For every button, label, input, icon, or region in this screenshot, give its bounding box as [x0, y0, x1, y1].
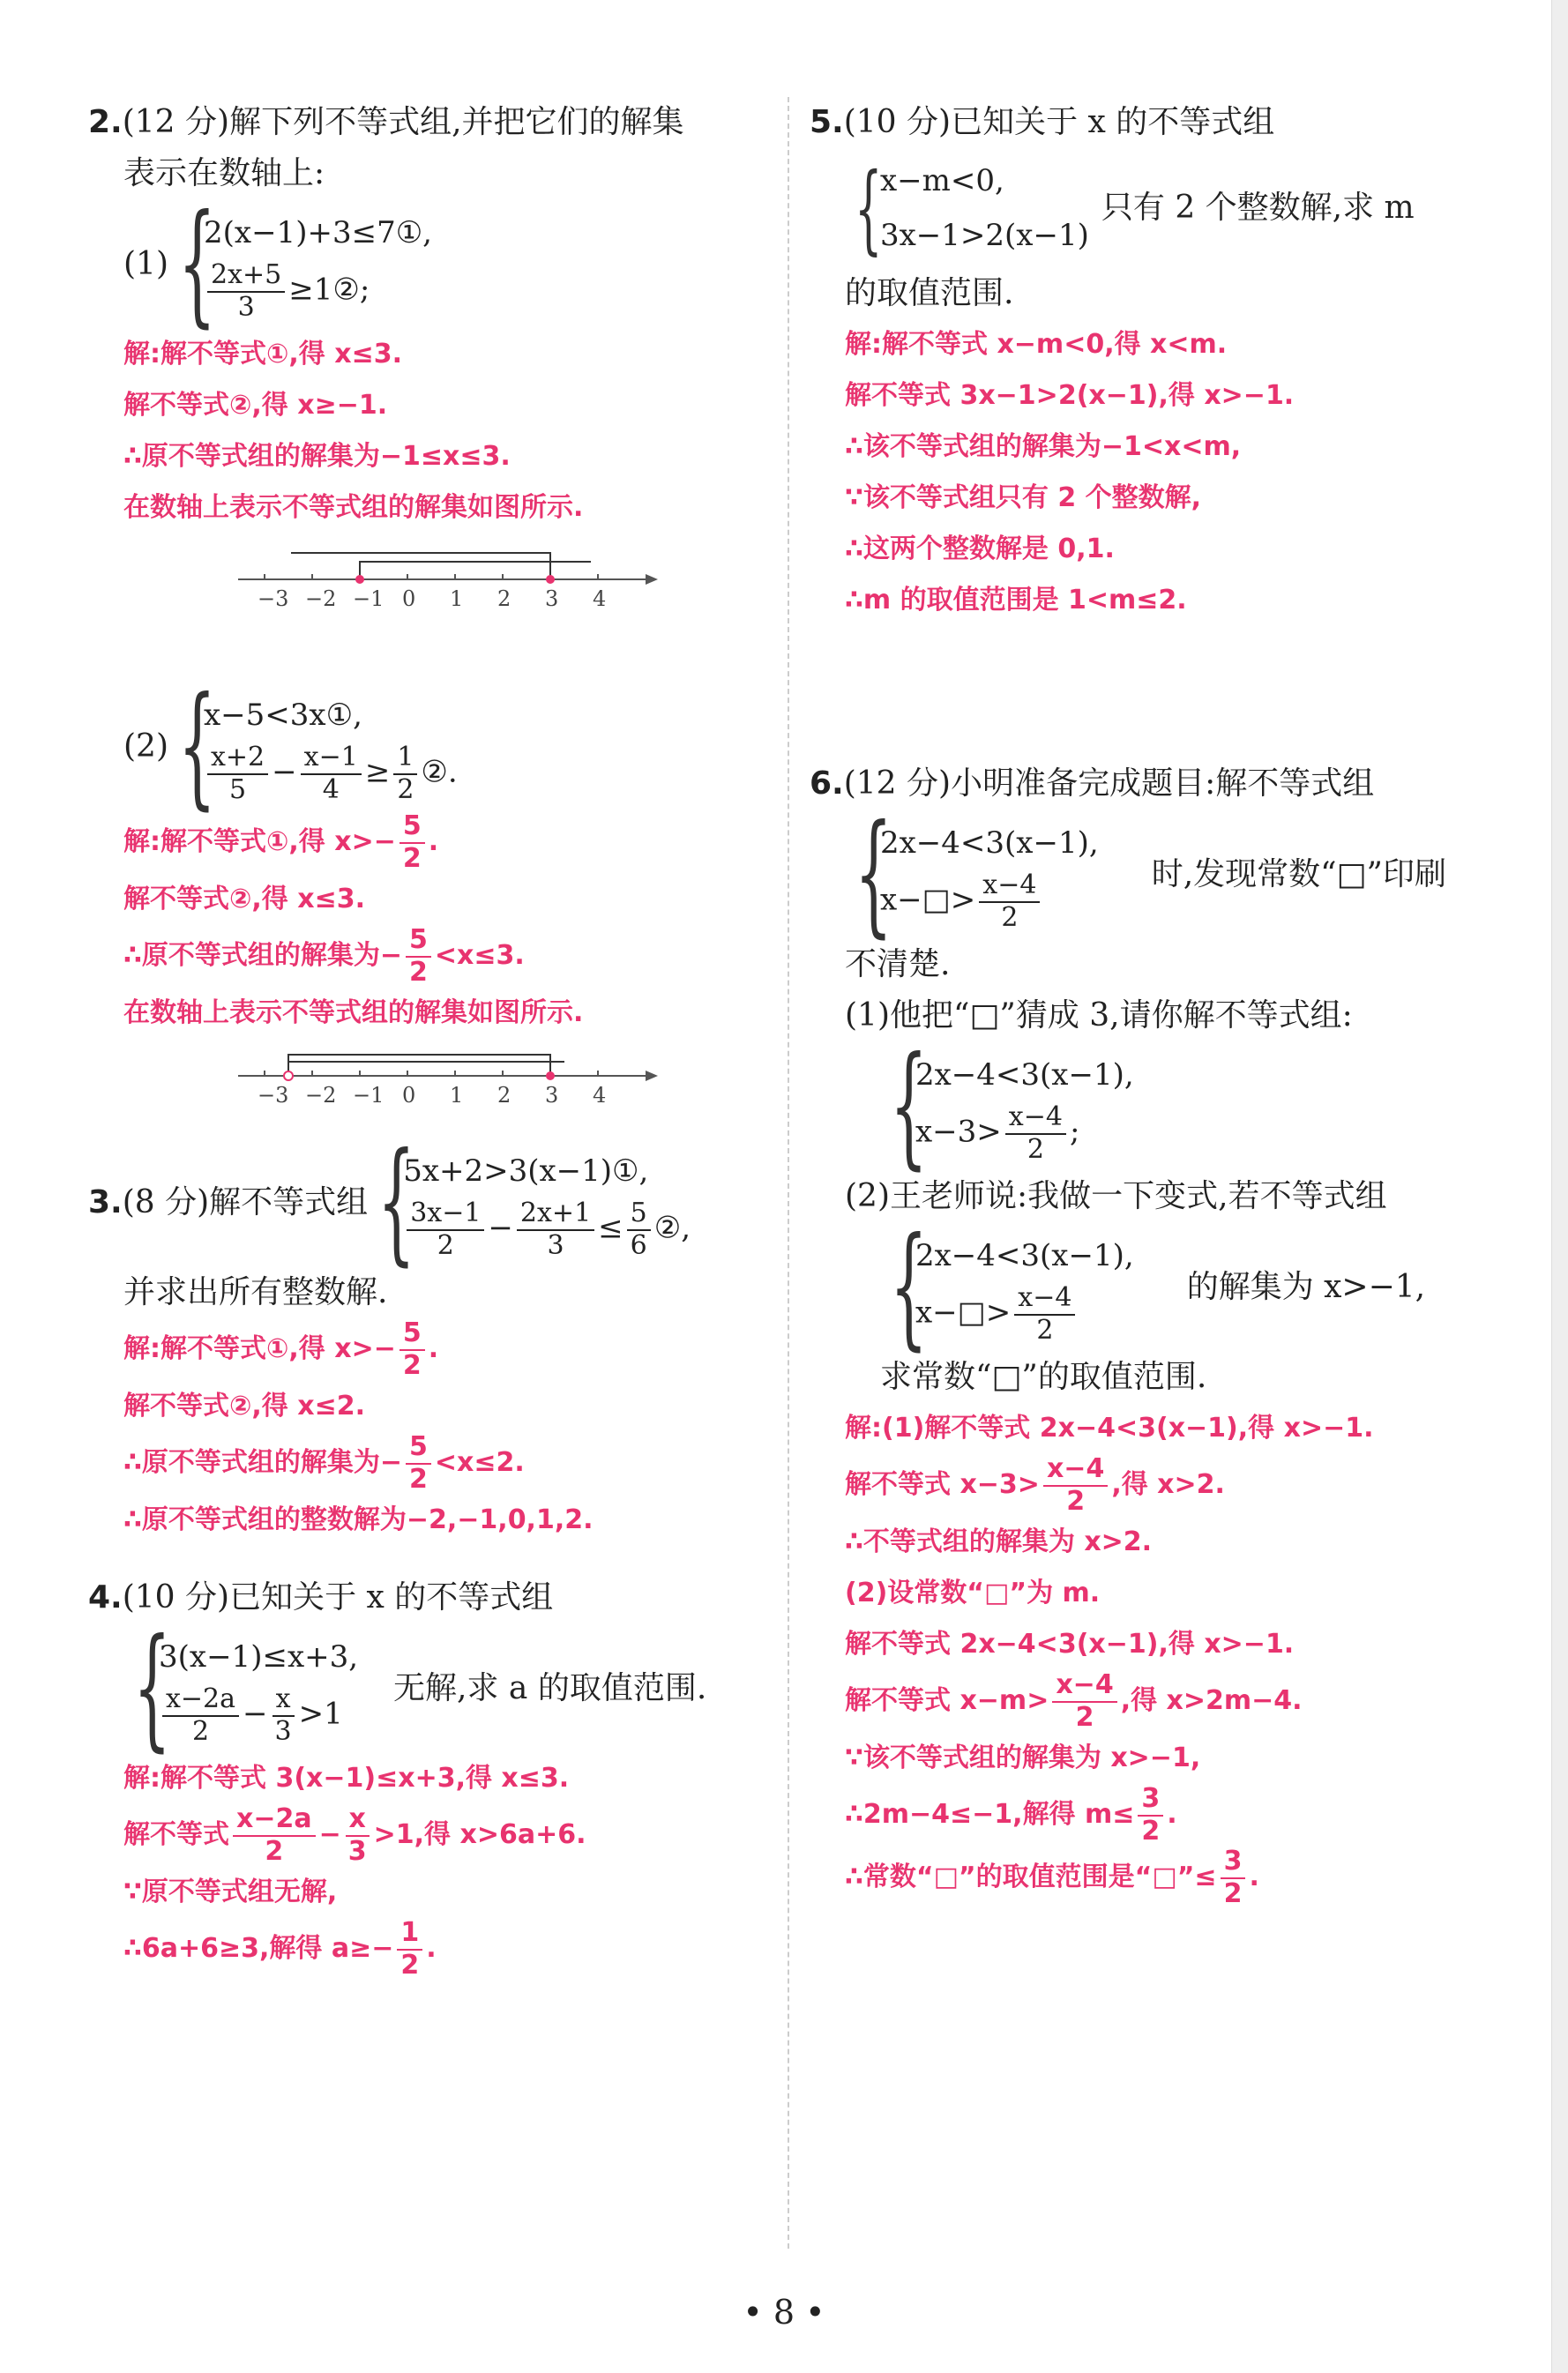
part-1-prompt: (1)他把“□”猜成 3,请你解不等式组: [845, 997, 1353, 1034]
fraction [979, 870, 1040, 933]
tick-label: 1 [450, 586, 464, 611]
denominator: 4 [322, 773, 340, 805]
equation [204, 742, 458, 805]
left-column [88, 97, 776, 1981]
question-stem: (10 分)已知关于 x 的不等式组 [122, 1579, 554, 1616]
question-stem-after: 只有 2 个整数解,求 m [1101, 190, 1415, 226]
question-stem: (12 分)解下列不等式组,并把它们的解集 [122, 104, 684, 140]
solution-line: 解不等式 $\frac{x-2a}{2}$ − $\frac{x}{3}$ >1,得 x>6a+6. [123, 1803, 586, 1867]
page-number: • 8 • [743, 2293, 825, 2332]
tick-label: 4 [593, 1083, 607, 1108]
brace-icon: { [377, 1125, 416, 1279]
number-line-1 [238, 542, 776, 629]
solution-line: 解不等式②,得 x≤3. [123, 884, 365, 914]
denominator: 2 [409, 1463, 428, 1495]
denominator: 2 [1066, 1485, 1086, 1517]
question-4 [88, 1572, 776, 1981]
numerator: x−4 [1014, 1283, 1075, 1316]
brace-icon: { [178, 187, 216, 340]
denominator: 2 [1001, 901, 1019, 933]
fraction [406, 1432, 431, 1495]
page-edge [1551, 0, 1568, 2373]
question-stem-line2: 的取值范围. [845, 275, 1014, 311]
solution-5 [810, 319, 1489, 626]
numerator: 5 [399, 811, 425, 844]
part-2-after: 的解集为 x>−1, [1186, 1268, 1426, 1305]
tick-label: −2 [305, 1083, 337, 1108]
solution-line: 解:解不等式 3(x−1)≤x+3,得 x≤3. [123, 1763, 570, 1794]
fraction [1043, 1454, 1108, 1517]
equation: x−□> $\frac{x-4}{2}$ [915, 1283, 1134, 1346]
solution-line: ∴不等式组的解集为 x>2. [845, 1526, 1153, 1557]
question-number: 3. [88, 1183, 123, 1220]
denominator: 2 [265, 1835, 284, 1867]
fraction [272, 1684, 295, 1747]
tick-label: 2 [497, 586, 511, 611]
solution-line: ∴m 的取值范围是 1<m≤2. [845, 585, 1187, 616]
column-divider [788, 97, 789, 2249]
tick-label: 2 [497, 1083, 511, 1108]
question-number: 6. [810, 765, 844, 802]
denominator: 3 [237, 291, 255, 323]
fraction [399, 811, 425, 874]
question-number: 2. [88, 104, 123, 140]
solution-line: (2)设常数“□”为 m. [845, 1578, 1101, 1608]
system-2-1 [88, 187, 776, 340]
solution-line: 解:解不等式①,得 x≤3. [123, 339, 402, 369]
solution-line: ∴该不等式组的解集为−1<x<m, [845, 431, 1242, 462]
tick-label: 3 [545, 1083, 559, 1108]
solution-line: 在数轴上表示不等式组的解集如图所示. [123, 492, 584, 523]
denominator: 3 [547, 1229, 564, 1261]
equation: x−5<3x①, [204, 698, 362, 733]
numerator: 3 [1221, 1847, 1246, 1879]
denominator: 2 [409, 956, 428, 988]
brace-icon: { [133, 1611, 171, 1765]
solution-2-1 [88, 329, 776, 534]
numerator: 2x+1 [517, 1198, 594, 1231]
question-stem-line2: 并求出所有整数解. [123, 1274, 388, 1310]
operator: − [272, 754, 297, 790]
question-stem-line2: 表示在数轴上: [123, 155, 325, 191]
numerator: 1 [397, 1918, 422, 1951]
numerator: x+2 [207, 742, 268, 775]
tick-label: −3 [258, 1083, 289, 1108]
solution-line: ∴2m−4≤−1,解得 m≤ $\frac{3}{2}$ . [845, 1783, 1177, 1847]
denominator: 6 [630, 1229, 647, 1261]
fraction [397, 1918, 422, 1981]
equation: x−m<0, [880, 163, 1004, 198]
equation: 2(x−1)+3≤7①, [204, 215, 432, 250]
solution-line: ∵该不等式组的解集为 x>−1, [845, 1742, 1201, 1773]
denominator: 2 [402, 1349, 422, 1381]
tick-label: 1 [450, 1083, 464, 1108]
numerator: 5 [627, 1198, 651, 1231]
part-label: (1) [123, 245, 168, 282]
system-2-2 [88, 669, 776, 823]
solution-line: 解:(1)解不等式 2x−4<3(x−1),得 x>−1. [845, 1413, 1374, 1444]
numerator: 5 [406, 925, 431, 958]
denominator: 3 [274, 1715, 292, 1747]
solution-line: 解:解不等式①,得 x>− $\frac{5}{2}$ . [123, 1317, 439, 1381]
tick-label: 4 [593, 586, 607, 611]
fraction [207, 742, 268, 805]
equation [403, 1198, 691, 1261]
equation-tail: ②, [653, 1210, 691, 1246]
numerator: 3 [1138, 1784, 1163, 1817]
equation: 3x−1>2(x−1) [880, 218, 1089, 253]
brace-icon: { [890, 1029, 928, 1183]
denominator: 3 [347, 1835, 367, 1867]
numerator: x−1 [301, 742, 362, 775]
solution-line: ∴6a+6≥3,解得 a≥− $\frac{1}{2}$ . [123, 1917, 437, 1981]
equation: 5x+2>3(x−1)①, [403, 1153, 649, 1189]
solution-line: 在数轴上表示不等式组的解集如图所示. [123, 997, 584, 1028]
solution-line: 解不等式②,得 x≥−1. [123, 390, 388, 421]
numerator: 5 [399, 1318, 425, 1351]
numerator: x−2a [233, 1804, 316, 1837]
solution-line: ∵该不等式组只有 2 个整数解, [845, 482, 1202, 513]
solution-6 [810, 1403, 1489, 1909]
question-3 [88, 1125, 776, 1546]
solution-line: ∴原不等式组的解集为− $\frac{5}{2}$ <x≤3. [123, 924, 525, 988]
denominator: 2 [402, 842, 422, 874]
fraction [407, 1198, 484, 1261]
question-stem: (8 分)解不等式组 [122, 1183, 369, 1220]
denominator: 2 [1223, 1877, 1243, 1909]
operator: ≥ [364, 754, 391, 790]
equation-tail: ≥1②; [288, 272, 370, 308]
solution-2-2 [88, 811, 776, 1039]
question-stem: (12 分)小明准备完成题目:解不等式组 [843, 765, 1375, 802]
solution-line: 解:解不等式 x−m<0,得 x<m. [845, 329, 1228, 360]
numerator: 1 [393, 742, 417, 775]
equation: 3(x−1)≤x+3, [159, 1639, 359, 1675]
part-label: (2) [123, 728, 168, 765]
tick-label: −1 [353, 586, 385, 611]
equation: 2x−4<3(x−1), [915, 1238, 1134, 1273]
fraction [233, 1804, 316, 1867]
brace-icon: { [178, 669, 216, 823]
brace-icon: { [855, 797, 892, 951]
equation: 2x−4<3(x−1), [915, 1057, 1134, 1093]
tick-label: −3 [258, 586, 289, 611]
denominator: 2 [437, 1229, 454, 1261]
part-2-tail: 求常数“□”的取值范围. [880, 1359, 1207, 1395]
denominator: 2 [1036, 1314, 1054, 1346]
fraction [1138, 1784, 1163, 1847]
question-number: 5. [810, 104, 844, 140]
fraction [406, 925, 431, 988]
equation: x−3> $\frac{x-4}{2}$ ; [915, 1101, 1080, 1165]
fraction [399, 1318, 425, 1381]
numerator: 3x−1 [407, 1198, 484, 1231]
question-6 [810, 758, 1489, 1909]
denominator: 2 [1027, 1133, 1044, 1165]
number-line-2 [238, 1048, 776, 1125]
brace-icon: { [890, 1210, 928, 1363]
solution-line: ∵原不等式组无解, [123, 1877, 338, 1907]
equation [159, 1684, 358, 1747]
question-number: 4. [88, 1579, 123, 1616]
numerator: x [273, 1684, 295, 1717]
numerator: x−4 [1043, 1454, 1108, 1487]
fraction [345, 1804, 370, 1867]
numerator: x [346, 1804, 370, 1837]
tick-label: 0 [402, 586, 416, 611]
denominator: 5 [229, 773, 247, 805]
solution-line: ∴常数“□”的取值范围是“□”≤ $\frac{3}{2}$ . [845, 1846, 1259, 1909]
question-stem-after: 无解,求 a 的取值范围. [393, 1669, 707, 1706]
fraction [207, 260, 285, 323]
fraction [1052, 1670, 1116, 1733]
equation: 2x−4<3(x−1), [880, 825, 1099, 861]
fraction [517, 1198, 594, 1261]
solution-line: ∴原不等式组的解集为− $\frac{5}{2}$ <x≤2. [123, 1431, 525, 1495]
denominator: 2 [1075, 1701, 1094, 1733]
tick-label: 3 [545, 586, 559, 611]
numerator: x−2a [162, 1684, 239, 1717]
question-2 [88, 97, 776, 1125]
solution-line: 解不等式 x−m> $\frac{x-4}{2}$ ,得 x>2m−4. [845, 1669, 1303, 1733]
fraction [301, 742, 362, 805]
operator: ≤ [598, 1210, 623, 1246]
solution-4 [88, 1753, 776, 1981]
fraction [162, 1684, 239, 1747]
question-stem: (10 分)已知关于 x 的不等式组 [843, 104, 1275, 140]
fraction [1221, 1847, 1246, 1909]
operator: − [488, 1210, 513, 1246]
numerator: x−4 [1005, 1102, 1066, 1135]
question-stem-after: 时,发现常数“□”印刷 [1151, 855, 1446, 892]
solution-line: 解不等式 x−3> $\frac{x-4}{2}$ ,得 x>2. [845, 1453, 1225, 1517]
numerator: 2x+5 [207, 260, 285, 293]
equation [204, 260, 432, 323]
solution-line: 解:解不等式①,得 x>− $\frac{5}{2}$ . [123, 810, 439, 874]
solution-line: ∴原不等式组的解集为−1≤x≤3. [123, 441, 511, 472]
fraction [627, 1198, 651, 1261]
numerator: 5 [406, 1432, 431, 1465]
solution-line: 解不等式 3x−1>2(x−1),得 x>−1. [845, 380, 1295, 411]
operator: − [243, 1696, 268, 1732]
solution-line: 解不等式②,得 x≤2. [123, 1391, 365, 1422]
question-5 [810, 97, 1489, 626]
numerator: x−4 [1052, 1670, 1116, 1703]
denominator: 2 [191, 1715, 210, 1747]
brace-icon: { [855, 151, 883, 265]
solution-line: 解不等式 2x−4<3(x−1),得 x>−1. [845, 1629, 1295, 1660]
solution-line: ∴这两个整数解是 0,1. [845, 534, 1115, 564]
denominator: 2 [400, 1949, 420, 1981]
tick-label: −1 [353, 1083, 385, 1108]
part-2-prompt: (2)王老师说:我做一下变式,若不等式组 [845, 1178, 1387, 1214]
denominator: 2 [1141, 1815, 1161, 1847]
question-stem-line2: 不清楚. [845, 946, 951, 982]
tick-label: −2 [305, 586, 337, 611]
fraction [1014, 1283, 1075, 1346]
solution-3 [88, 1318, 776, 1546]
equation: x−□> $\frac{x-4}{2}$ [880, 870, 1099, 933]
equation-tail: >1 [298, 1696, 343, 1732]
numerator: x−4 [979, 870, 1040, 903]
denominator: 2 [397, 773, 414, 805]
fraction [393, 742, 417, 805]
fraction [1005, 1102, 1066, 1165]
right-column [810, 97, 1489, 1909]
equation-tail: ②. [421, 754, 458, 790]
solution-line: ∴原不等式组的整数解为−2,−1,0,1,2. [123, 1504, 594, 1535]
tick-label: 0 [402, 1083, 416, 1108]
